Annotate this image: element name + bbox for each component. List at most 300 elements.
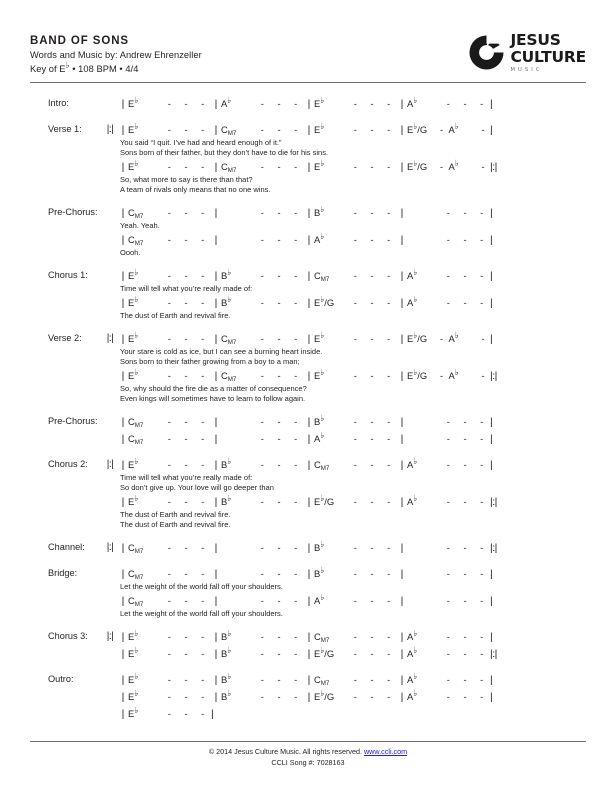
barline: | (214, 269, 218, 282)
beat-dash: - (184, 98, 188, 109)
barline: | (121, 567, 125, 580)
beat-dash: - (387, 98, 391, 109)
beat-dash: - (184, 234, 188, 245)
copyright-line (30, 742, 586, 757)
beat-dash: - (353, 459, 357, 470)
beat-slots (221, 294, 304, 309)
barline: | (400, 495, 404, 508)
beat-dash: - (294, 433, 298, 444)
beat-dash: - (294, 98, 298, 109)
measure (118, 493, 211, 508)
beat-slots (221, 207, 304, 218)
tempo-meter: • 108 BPM • 4/4 (69, 63, 139, 74)
ccli-website-link[interactable]: www.ccli.com (363, 747, 408, 756)
beat-dash: - (184, 333, 188, 344)
measure (397, 493, 490, 508)
beat-dash: - (201, 234, 205, 245)
beat-dash: - (387, 124, 391, 135)
beat-dash: - (370, 595, 374, 606)
lyric-line: The dust of Earth and revival fire. (120, 311, 231, 320)
beat-slots (407, 595, 490, 606)
chord-row (102, 367, 586, 384)
barline: | (121, 369, 125, 382)
beat-dash: - (260, 631, 264, 642)
chord-symbol: E♭/G (314, 294, 335, 308)
beat-slots (407, 234, 490, 245)
beat-dash: - (260, 568, 264, 579)
chord-row (102, 539, 586, 556)
beat-slots (407, 95, 490, 110)
barline: | (307, 458, 311, 471)
beat-dash: - (387, 568, 391, 579)
beat-slots (314, 539, 397, 554)
beat-dash: - (184, 568, 188, 579)
beat-slots (314, 674, 397, 685)
measure (211, 671, 304, 686)
measure (397, 267, 490, 282)
beat-slots (128, 330, 211, 345)
beat-dash: - (294, 297, 298, 308)
key-tempo-meter (30, 60, 202, 77)
beat-dash: - (201, 648, 205, 659)
beat-dash: - (353, 297, 357, 308)
section-label: Pre-Chorus: (48, 416, 98, 426)
beat-slots (128, 416, 211, 427)
lyric-line: Let the weight of the world fall off your shoulders. (120, 609, 283, 618)
chord-symbol: $C_{M7}$ (128, 207, 144, 220)
beat-slots (407, 121, 490, 136)
beat-dash: - (480, 297, 484, 308)
document-header (30, 32, 586, 76)
chord-symbol: E♭/G (407, 158, 428, 172)
beat-dash: - (201, 333, 205, 344)
beat-dash: - (294, 459, 298, 470)
repeat-start-marker: |:| (106, 542, 114, 553)
measure (304, 592, 397, 607)
beat-slots (407, 416, 490, 427)
beat-dash: - (370, 161, 374, 172)
beat-dash: - (480, 459, 484, 470)
barline: | (307, 567, 311, 580)
beat-dash: - (277, 270, 281, 281)
repeat-start-marker: |:| (106, 631, 114, 642)
beat-dash: - (481, 124, 485, 135)
beat-dash: - (370, 459, 374, 470)
chart-section (30, 121, 586, 195)
beat-dash: - (201, 124, 205, 135)
beat-dash: - (294, 124, 298, 135)
beat-dash: - (184, 674, 188, 685)
beat-dash: - (167, 333, 171, 344)
beat-dash: - (370, 234, 374, 245)
chord-symbol: E♭ (314, 95, 325, 109)
section-lines (102, 204, 586, 258)
barline: | (214, 495, 218, 508)
beat-dash: - (463, 568, 467, 579)
chord-symbol: E♭/G (407, 367, 428, 381)
beat-dash: - (184, 595, 188, 606)
lyric-line: Let the weight of the world fall off your shoulders. (120, 582, 283, 591)
beat-dash: - (201, 708, 205, 719)
chord-chart-body (30, 95, 586, 722)
beat-dash: - (201, 691, 205, 702)
beat-dash: - (370, 207, 374, 218)
lyric-line: So, why should the fire die as a matter of consequence? (120, 384, 307, 393)
chord-symbol: A♭ (448, 330, 459, 344)
beat-dash: - (277, 161, 281, 172)
beat-dash: - (480, 433, 484, 444)
chord-symbol: $C_{M7}$ (221, 161, 237, 174)
beat-dash: - (481, 161, 485, 172)
barline: | (307, 269, 311, 282)
beat-dash: - (446, 297, 450, 308)
final-barline: | (490, 567, 493, 580)
measure (211, 207, 304, 219)
beat-slots (314, 592, 397, 607)
beat-dash: - (201, 207, 205, 218)
beat-dash: - (167, 161, 171, 172)
beat-slots (128, 267, 211, 282)
barline: | (214, 647, 218, 660)
lyric-line: The dust of Earth and revival fire. (120, 520, 231, 529)
beat-dash: - (294, 568, 298, 579)
chord-symbol: B♭ (314, 413, 325, 427)
beat-slots (128, 688, 211, 703)
measure (397, 628, 490, 643)
beat-dash: - (201, 595, 205, 606)
lyric-line: So don’t give up. Your love will go deeper than (120, 483, 274, 492)
beat-slots (407, 493, 490, 508)
chord-row (102, 705, 586, 722)
beat-dash: - (201, 161, 205, 172)
beat-dash: - (480, 568, 484, 579)
repeat-end-marker: |:| (490, 160, 497, 173)
beat-slots (314, 565, 397, 580)
beat-dash: - (446, 674, 450, 685)
beat-dash: - (294, 674, 298, 685)
beat-dash: - (387, 648, 391, 659)
beat-slots (407, 671, 490, 686)
measure (211, 95, 304, 110)
measure (118, 688, 211, 703)
measure (211, 595, 304, 607)
barline: | (121, 495, 125, 508)
beat-dash: - (201, 270, 205, 281)
barline: | (400, 160, 404, 173)
measure (304, 493, 397, 508)
beat-dash: - (260, 496, 264, 507)
beat-dash: - (446, 234, 450, 245)
measure (397, 433, 490, 445)
measure (304, 270, 397, 282)
chord-symbol: E♭ (128, 705, 139, 719)
ccli-song-number: CCLI Song #: 7028163 (271, 758, 345, 767)
beat-dash: - (446, 496, 450, 507)
chord-symbol: E♭ (128, 367, 139, 381)
chart-section (30, 671, 586, 722)
beat-slots (314, 294, 397, 309)
logo-line-jesus: JESUS (510, 31, 561, 49)
chord-symbol: $C_{M7}$ (314, 459, 330, 472)
beat-dash: - (201, 496, 205, 507)
beat-dash: - (201, 542, 205, 553)
measure (397, 456, 490, 471)
section-label: Chorus 2: (48, 459, 88, 469)
beat-slots (407, 330, 490, 345)
beat-dash: - (463, 207, 467, 218)
barline: | (214, 160, 218, 173)
beat-dash: - (260, 161, 264, 172)
measure (397, 416, 490, 428)
section-spacer (30, 404, 586, 413)
chord-symbol: $C_{M7}$ (128, 568, 144, 581)
barline: | (307, 233, 311, 246)
beat-slots (128, 645, 211, 660)
measure (397, 542, 490, 554)
beat-slots (128, 95, 211, 110)
measure (397, 207, 490, 219)
repeat-end-marker: |:| (490, 647, 497, 660)
beat-dash: - (353, 416, 357, 427)
barline: | (400, 541, 404, 554)
section-spacer (30, 321, 586, 330)
beat-slots (128, 234, 211, 245)
lyric-line: Sons born to their father growing from a boy to a man; (120, 357, 300, 366)
chord-symbol: B♭ (221, 294, 232, 308)
lyric-line: Even kings will sometimes have to learn to follow again. (120, 394, 306, 403)
beat-slots (128, 568, 211, 579)
beat-dash: - (260, 98, 264, 109)
beat-slots (314, 95, 397, 110)
beat-dash: - (294, 631, 298, 642)
beat-dash: - (463, 459, 467, 470)
final-barline: | (490, 97, 493, 110)
barline: | (214, 594, 218, 607)
measure (211, 645, 304, 660)
beat-dash: - (463, 674, 467, 685)
beat-dash: - (353, 631, 357, 642)
measure (397, 688, 490, 703)
measure (304, 204, 397, 219)
beat-dash: - (277, 595, 281, 606)
chord-symbol: E♭ (128, 645, 139, 659)
beat-dash: - (463, 297, 467, 308)
lyric-line: The dust of Earth and revival fire. (120, 510, 231, 519)
measure (118, 433, 211, 445)
beat-dash: - (277, 459, 281, 470)
measure (211, 124, 304, 136)
barline: | (121, 432, 125, 445)
lyric-line: Time will tell what you’re really made of: (120, 284, 253, 293)
section-spacer (30, 556, 586, 565)
jesus-culture-music-logo (468, 32, 586, 73)
section-label: Chorus 3: (48, 631, 88, 641)
beat-dash: - (167, 568, 171, 579)
beat-slots (128, 671, 211, 686)
chord-symbol: $C_{M7}$ (128, 234, 144, 247)
barline: | (400, 332, 404, 345)
beat-dash: - (277, 98, 281, 109)
beat-dash: - (446, 459, 450, 470)
beat-dash: - (201, 568, 205, 579)
barline: | (400, 296, 404, 309)
chord-symbol: A♭ (407, 628, 418, 642)
beat-slots (221, 416, 304, 427)
chord-symbol: A♭ (407, 493, 418, 507)
beat-slots (128, 158, 211, 173)
measure (304, 430, 397, 445)
barline: | (400, 432, 404, 445)
beat-dash: - (277, 234, 281, 245)
chart-section (30, 95, 586, 112)
beat-dash: - (184, 416, 188, 427)
beat-dash: - (201, 674, 205, 685)
beat-slots (314, 158, 397, 173)
beat-dash: - (260, 595, 264, 606)
barline: | (400, 206, 404, 219)
beat-slots (314, 330, 397, 345)
beat-dash: - (446, 595, 450, 606)
beat-dash: - (480, 496, 484, 507)
barline: | (307, 160, 311, 173)
beat-dash: - (260, 648, 264, 659)
chord-symbol: B♭ (314, 539, 325, 553)
key-flat-symbol: ♭ (65, 60, 70, 70)
beat-slots (128, 542, 211, 553)
beat-dash: - (387, 297, 391, 308)
measure (397, 95, 490, 110)
barline: | (121, 296, 125, 309)
barline: | (214, 541, 218, 554)
measure (397, 645, 490, 660)
measure (211, 333, 304, 345)
beat-slots (407, 158, 490, 173)
chord-row (102, 430, 586, 447)
beat-dash: - (260, 297, 264, 308)
beat-dash: - (370, 370, 374, 381)
section-label: Verse 1: (48, 124, 82, 134)
lyric-line: Oooh. (120, 248, 141, 257)
beat-dash: - (260, 433, 264, 444)
beat-slots (314, 631, 397, 642)
header-divider (30, 82, 586, 83)
chord-symbol: $C_{M7}$ (221, 124, 237, 137)
beat-dash: - (294, 270, 298, 281)
beat-dash: - (463, 691, 467, 702)
beat-dash: - (277, 648, 281, 659)
beat-dash: - (167, 270, 171, 281)
repeat-start-marker: |:| (106, 459, 114, 470)
section-lines (102, 95, 586, 112)
beat-dash: - (294, 234, 298, 245)
beat-dash: - (167, 207, 171, 218)
chord-symbol: $C_{M7}$ (128, 542, 144, 555)
chord-symbol: $C_{M7}$ (221, 333, 237, 346)
chord-symbol: B♭ (221, 493, 232, 507)
measure (397, 294, 490, 309)
beat-dash: - (370, 416, 374, 427)
barline: | (121, 123, 125, 136)
beat-dash: - (167, 631, 171, 642)
beat-dash: - (387, 691, 391, 702)
beat-dash: - (184, 161, 188, 172)
barline: | (400, 647, 404, 660)
chord-symbol: A♭ (407, 267, 418, 281)
beat-slots (314, 413, 397, 428)
beat-dash: - (481, 370, 485, 381)
chord-row (102, 493, 586, 510)
beat-dash: - (277, 416, 281, 427)
barline: | (307, 673, 311, 686)
beat-dash: - (370, 297, 374, 308)
beat-dash: - (353, 98, 357, 109)
chord-row (102, 456, 586, 473)
barline: | (400, 630, 404, 643)
beat-slots (221, 124, 304, 135)
chord-row (102, 628, 586, 645)
repeat-start-marker: |:| (106, 333, 114, 344)
beat-dash: - (463, 98, 467, 109)
chord-symbol: B♭ (221, 267, 232, 281)
beat-dash: - (184, 631, 188, 642)
beat-dash: - (387, 433, 391, 444)
chord-symbol: E♭ (314, 367, 325, 381)
measure (304, 95, 397, 110)
beat-dash: - (440, 161, 444, 172)
beat-dash: - (277, 207, 281, 218)
measure (118, 158, 211, 173)
measure (118, 628, 211, 643)
final-barline: | (490, 123, 493, 136)
chord-row (102, 267, 586, 284)
beat-dash: - (480, 674, 484, 685)
measure (118, 95, 211, 110)
lyric-line: Time will tell what you’re really made of: (120, 473, 253, 482)
chord-symbol: B♭ (221, 688, 232, 702)
beat-dash: - (277, 297, 281, 308)
barline: | (214, 296, 218, 309)
beat-dash: - (260, 270, 264, 281)
beat-dash: - (184, 691, 188, 702)
beat-dash: - (167, 297, 171, 308)
lyric-line: Sons born of their father, but they don’t have to die for his sins. (120, 148, 329, 157)
chord-symbol: A♭ (314, 430, 325, 444)
barline: | (400, 673, 404, 686)
beat-dash: - (353, 595, 357, 606)
beat-dash: - (201, 98, 205, 109)
measure (211, 493, 304, 508)
beat-dash: - (370, 691, 374, 702)
barline: | (400, 594, 404, 607)
logo-line-music: MUSIC (510, 66, 543, 73)
chord-row (102, 565, 586, 582)
page-title: BAND OF SONS (30, 35, 129, 47)
songwriter-credit: Words and Music by: Andrew Ehrenzeller (30, 50, 202, 60)
measure (211, 568, 304, 580)
barline: | (214, 123, 218, 136)
final-barline: | (490, 673, 493, 686)
beat-slots (128, 207, 211, 218)
section-spacer (30, 447, 586, 456)
beat-dash: - (277, 433, 281, 444)
chord-symbol: E♭ (128, 121, 139, 135)
chord-symbol: E♭ (314, 121, 325, 135)
measure (118, 121, 211, 136)
barline: | (214, 630, 218, 643)
final-barline: | (490, 458, 493, 471)
measure (397, 234, 490, 246)
beat-dash: - (370, 496, 374, 507)
